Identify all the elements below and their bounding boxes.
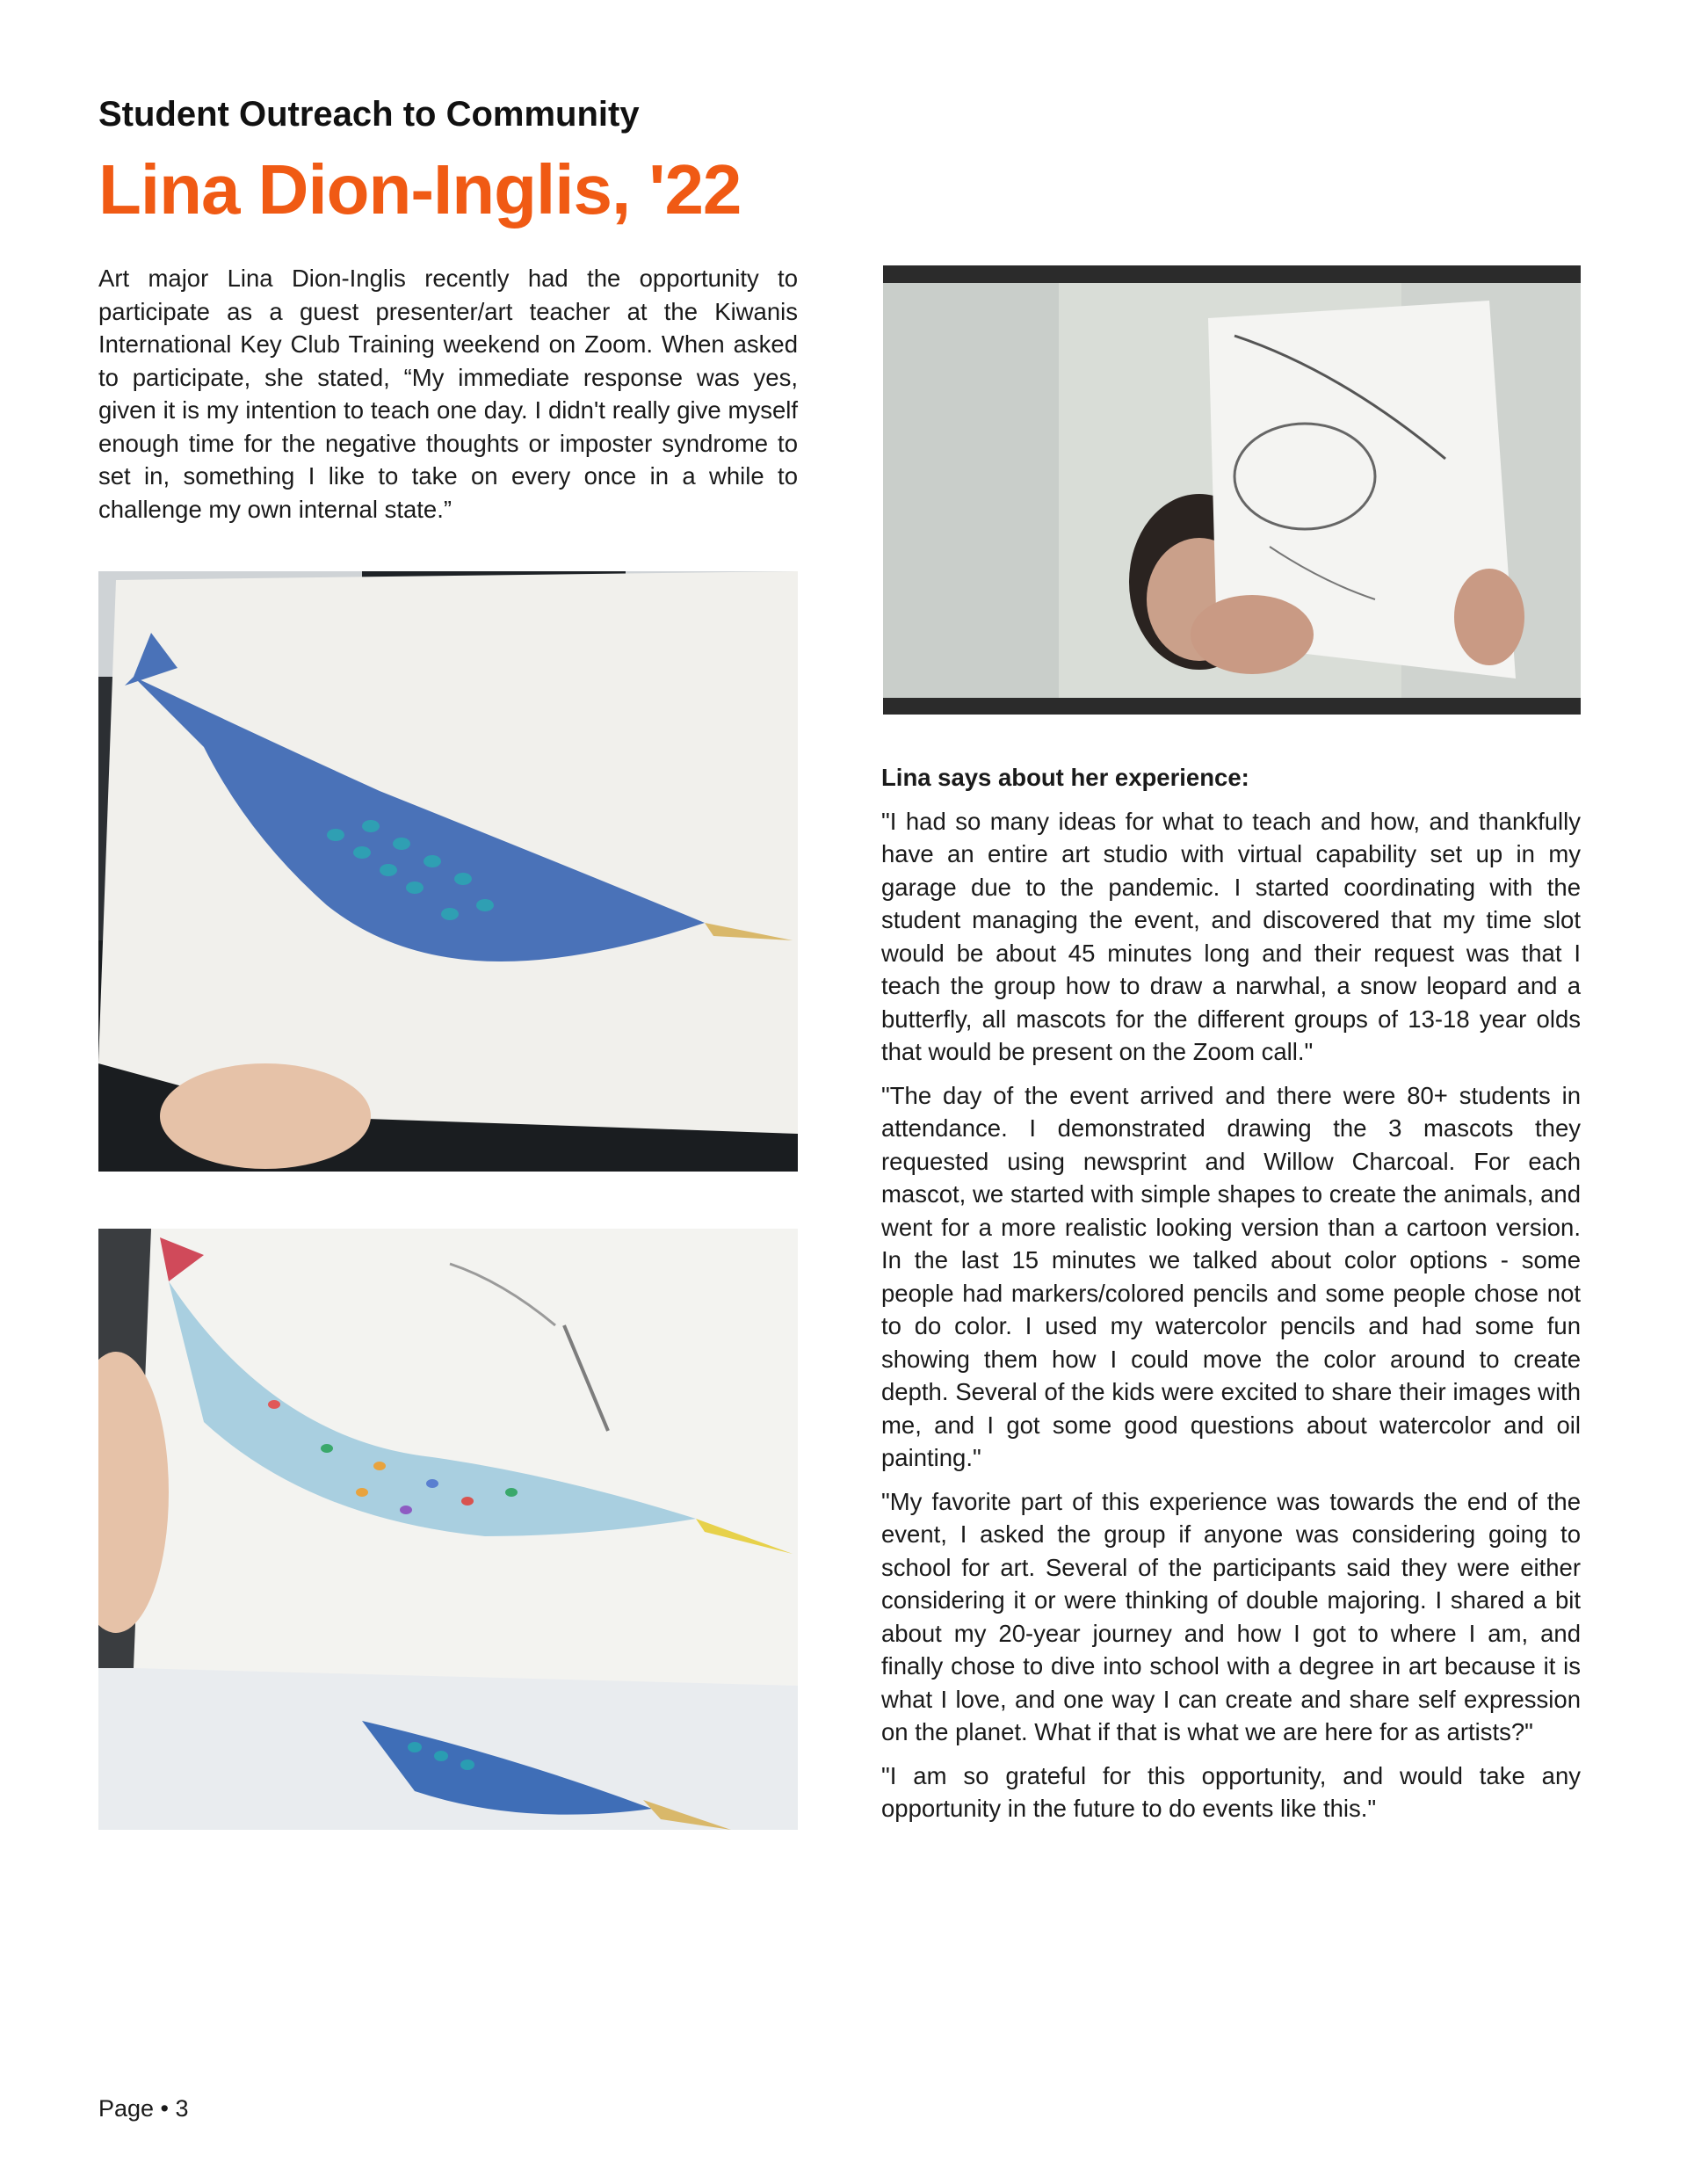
quote-paragraph: "The day of the event arrived and there were 80+ students in attendance. I demonstrated drawing the 3 mascots they requested using newsprint and Willow Charcoal. For each mascot, we started with simple shapes to create the animals, and went for a more realistic looking version than a cartoon version. In the last 15 minutes we talked about color options - some people had markers/colored pencils and some people chose not to do color. I used my watercolor pencils and had some fun showing them how I could move the color around to create depth. Several of the kids were excited to share their images with me, and I got some good questions about watercolor and oil painting."	[881, 1081, 1581, 1471]
intro-paragraph: Art major Lina Dion-Inglis recently had the opportunity to participate as a guest presenter/art teacher at the Kiwanis International Key Club Training weekend on Zoom. When asked to participate, she stated, “My immediate response was yes, given it is my intention to teach one day. I didn't really give myself enough time for the negative thoughts or imposter syndrome to set in, something I like to take on every once in a while to challenge my own internal state.”	[98, 265, 798, 523]
quote-paragraph: "I am so grateful for this opportunity, and would take any opportunity in the future to do events like this."	[881, 1761, 1581, 1822]
section-kicker: Student Outreach to Community	[98, 95, 640, 134]
page-number: Page • 3	[98, 2095, 189, 2122]
experience-column	[881, 761, 1581, 1836]
narwhal-drawing-photo	[98, 571, 798, 1172]
narwhal-drawings-photo	[98, 1229, 798, 1830]
article-title: Lina Dion-Inglis, '22	[98, 150, 742, 229]
zoom-call-screenshot	[883, 265, 1581, 715]
experience-heading: Lina says about her experience:	[881, 764, 1249, 791]
quote-paragraph: "I had so many ideas for what to teach and how, and thankfully have an entire art studio with virtual capability set up in my garage due to the pandemic. I started coordinating with the student managing the event, and discovered that my time slot would be about 45 minutes long and their request was that I teach the group how to draw a narwhal, a snow leopard and a butterfly, all mascots for the different groups of 13-18 year olds that would be present on the Zoom call."	[881, 807, 1581, 1065]
quote-paragraph: "My favorite part of this experience was towards the end of the event, I asked the group if anyone was considering going to school for art. Several of the participants said they were either considering it or were thinking of double majoring. I shared a bit about my 20-year journey and how I got to where I am, and finally chose to dive into school with a degree in art because it is what I love, and one way I can create and share self expression on the planet. What if that is what we are here for as artists?"	[881, 1487, 1581, 1745]
